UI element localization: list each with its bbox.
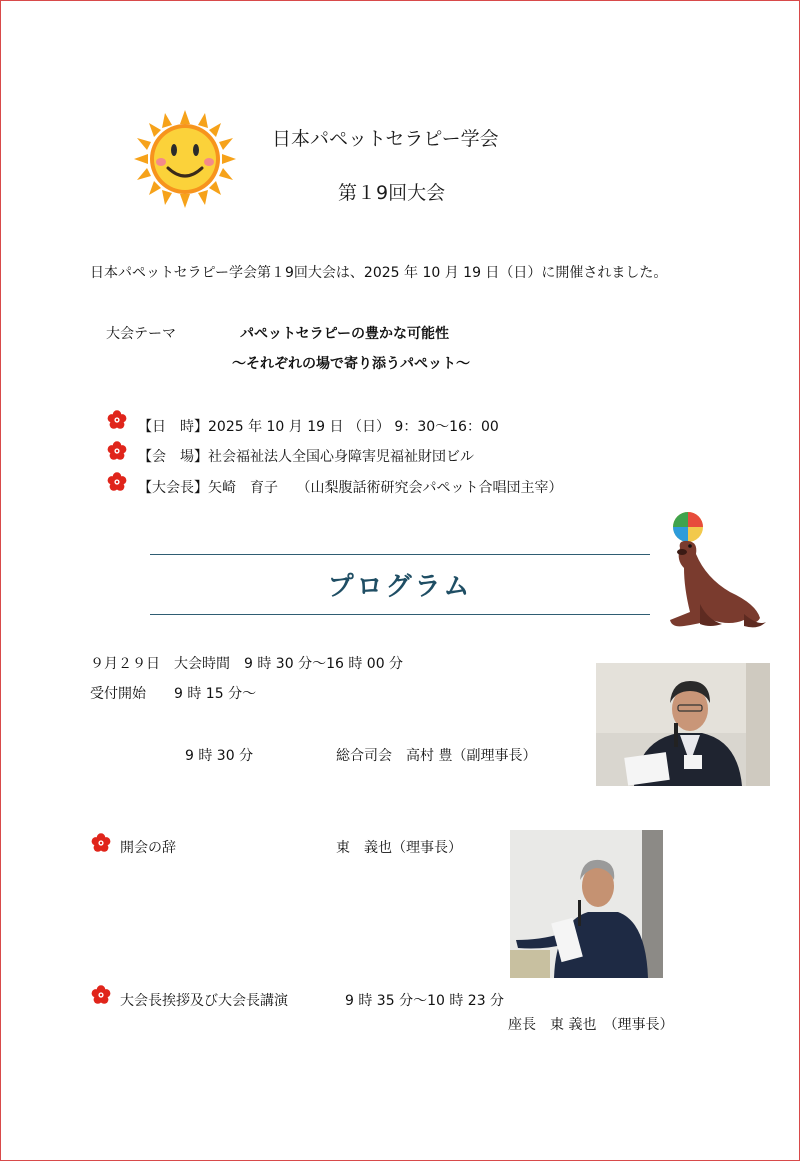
mc-time: 9 時 30 分 (185, 748, 254, 764)
photo-opening-speech (510, 830, 663, 978)
divider-top (150, 554, 650, 555)
page-title: 日本パペットセラピー学会 (272, 128, 499, 150)
opening-person: 東 義也（理事長） (336, 840, 462, 856)
red-flower-icon (107, 441, 127, 461)
program-heading: プログラム (327, 572, 473, 602)
red-flower-icon (107, 472, 127, 492)
schedule-date: ９月２９日 大会時間 9 時 30 分～16 時 00 分 (90, 656, 404, 672)
divider-bottom (150, 614, 650, 615)
theme-label: 大会テーマ (106, 326, 176, 342)
sea-lion-ball-icon (660, 508, 770, 633)
detail-venue: 【会 場】社会福祉法人全国心身障害児福祉財団ビル (138, 449, 474, 465)
theme-main: パペットセラピーの豊かな可能性 (240, 326, 450, 342)
keynote-label: 大会長挨拶及び大会長講演 (120, 993, 288, 1009)
photo-mc-speaking (596, 663, 770, 786)
keynote-chair: 座長 東 義也 （理事長） (508, 1017, 674, 1033)
sun-face-icon (134, 110, 236, 208)
red-flower-icon (91, 985, 111, 1005)
red-flower-icon (91, 833, 111, 853)
opening-label: 開会の辞 (120, 840, 176, 856)
theme-sub: ～それぞれの場で寄り添うパペット～ (232, 356, 470, 372)
reception-time: 受付開始 9 時 15 分～ (90, 686, 257, 702)
mc-person: 総合司会 高村 豊（副理事長） (336, 748, 537, 764)
page-subtitle: 第１9回大会 (338, 182, 446, 204)
intro-text: 日本パペットセラピー学会第１9回大会は、2025 年 10 月 19 日（日）に開催されました。 (90, 265, 668, 281)
detail-date: 【日 時】2025 年 10 月 19 日 （日） 9：30～16：00 (138, 419, 499, 435)
red-flower-icon (107, 410, 127, 430)
detail-president: 【大会長】矢崎 育子 （山梨腹話術研究会パペット合唱団主宰） (138, 480, 563, 496)
keynote-time: 9 時 35 分～10 時 23 分 (345, 993, 505, 1009)
